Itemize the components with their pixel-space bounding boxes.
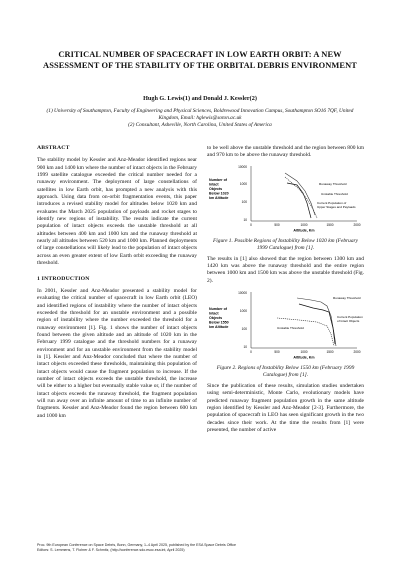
figure-1-plot (207, 163, 364, 233)
figure-1-ytick-2: 1000 (239, 181, 247, 186)
introduction-text: In 2001, Kessler and Anz-Meador presented a stability model for evaluating the critical number of spacecraft in low Earth orbit (LEO) and identified regions of instability where the number of intact objects exceeded the threshold for an unstable environment and a possible region of instability where the number exceeded the threshold for a runaway environment [1]. Fig. 1 shows the number of intact objects found between the given altitude and an altitude of 1020 km in the February 1999 catalogue and the threshold numbers for a runaway environment and for an unstable environment from the stability model in [1]. Kessler and Anz-Meador concluded that where the number of intact objects exceeded these thresholds, maintaining this population of intact objects would cause the fragment population to increase. If the number of intact objects exceeds the unstable threshold, the increase will be either to a higher but eventually stable value or, if the number of intact objects exceeds the runaway threshold, the fragment population will run away over an infinite amount of time to an infinite number of fragments. Kessler and Anz-Meador found the region between 600 km and 1000 km (37, 287, 197, 419)
figure-1-xlabel: Altitude, Km (293, 228, 315, 233)
figure-1-ytick-4: 10 (243, 217, 247, 222)
figure-2 (207, 288, 364, 379)
introduction-heading: 1 INTRODUCTION (37, 275, 90, 282)
figure-2-population-curve (299, 304, 335, 344)
figure-2-unstable-label: Unstable Threshold (277, 326, 304, 330)
figure-1-xtick-1: 0 (250, 222, 252, 227)
figure-1-unstable-curve (285, 177, 317, 218)
figure-2-ylabel-line-1: Number of (209, 307, 227, 311)
affiliation-1: (1) University of Southampton, Faculty of Engineering and Physical Sciences, Boldrewood Innovation Campus, Southampton SO16 7QF, United Kingdom, Email: hglewis@soton.ac.uk (46, 108, 354, 122)
figure-1-ylabel-line-5: km Altitude (209, 195, 229, 200)
figure-2-runaway-label: Runaway Threshold (333, 296, 361, 300)
page-footer (37, 543, 367, 553)
figure-2-xlabel: Altitude, Km (293, 355, 315, 360)
figure-2-ytick-3: 100 (241, 327, 247, 331)
figure-1-current-label-line-1: Current Population of (317, 200, 347, 205)
figure-1-xtick-4: 1500 (326, 222, 334, 227)
footer-line-2: Editors: S. Lemmens, T. Flohrer & F. Schmitz, (http://conference.sdo.esoc.esa.int, April 2025) (37, 548, 185, 552)
left-column (37, 145, 197, 423)
figure-1-xtick-2: 500 (274, 222, 280, 227)
figure-1-ytick-3: 100 (241, 199, 247, 204)
figure-1-ytick-1: 10000 (238, 164, 247, 169)
figure-1-runaway-curve (285, 173, 315, 215)
right-column (207, 145, 364, 437)
figure-2-current-label-line-2: of Intact Objects (337, 319, 360, 323)
figure-1-current-label-line-2: Upper Stages and Payloads (317, 204, 356, 209)
figure-1-runaway-label: Runaway Threshold (319, 181, 347, 186)
right-text-3: Since the publication of these results, simulation studies undertaken using semi-deterministic, Monte Carlo, evolutionary models have predicted runaway fragment population growth in the same altitude region identified by Kessler and Anz-Meador [2-3]. Furthermore, the population of spacecraft in LEO has seen significant growth in the two decades since their work. At the time the results from [1] were presented, the number of active (207, 382, 364, 433)
abstract-text: The stability model by Kessler and Anz-Meador identified regions near 900 km and 1400 km where the number of intact objects in the February 1999 satellite catalogue exceeded the critical number needed for a runaway environment. The deployment of large constellations of satellites in low Earth orbit, has prompted a new analysis with this approach. Using data from on-orbit fragmentation events, this paper introduces a revised stability model for altitudes below 1020 km and evaluates the March 2025 population of payloads and rocket stages to identify new regions of instability. The results indicate the current population of intact objects exceeds the unstable threshold at all altitudes between 400 km and 1000 km and the runaway threshold at nearly all altitudes between 520 km and 1000 km. Planned deployments of large constellations will likely lead to the population of intact objects across an even greater extent of low Earth orbit exceeding the runaway threshold. (37, 157, 197, 267)
figure-2-plot (207, 288, 364, 360)
right-text-1: to be well above the unstable threshold and the region between 800 km and 970 km to be above the runaway threshold. (207, 145, 364, 159)
figure-2-xtick-1: 0 (250, 350, 252, 354)
figure-2-ylabel-line-2: Intact (209, 311, 219, 316)
figure-2-unstable-curve (277, 318, 334, 346)
figure-1-ylabel-line-1: Number of (209, 177, 227, 182)
figure-2-current-label-line-1: Current Population (337, 315, 363, 319)
figure-1-xtick-5: 2000 (353, 222, 361, 227)
figure-2-ylabel-line-5: km Altitude (209, 325, 229, 329)
figure-1-ylabel-line-4: Below 1020 (209, 191, 229, 196)
figure-2-xtick-4: 1500 (326, 350, 334, 354)
right-text-2: The results in [1] also showed that the region between 1300 km and 1420 km was above the runaway threshold and the entire region between 1000 km and 1500 km was above the unstable threshold (Fig. 2). (207, 255, 364, 284)
abstract-heading: ABSTRACT (37, 145, 70, 151)
figure-2-ytick-4: 10 (243, 345, 247, 349)
figure-1-ylabel-line-2: Intact (209, 182, 219, 187)
paper-authors: Hugh G. Lewis(1) and Donald J. Kessler(2) (143, 95, 257, 102)
figure-2-xtick-5: 2000 (353, 350, 361, 354)
figure-1 (207, 163, 364, 252)
affiliations (40, 108, 360, 130)
figure-1-xtick-3: 1000 (300, 222, 308, 227)
figure-2-ytick-2: 1000 (239, 309, 247, 313)
figure-2-caption: Figure 2. Regions of Instability Below 1550 km (February 1999 Catalogue) from [1]. (216, 365, 355, 379)
figure-1-caption: Figure 1. Possible Regions of Instability Below 1020 km (February 1999 Catalogue) from [1]. (212, 238, 359, 251)
figure-2-ylabel-line-3: Objects (209, 316, 223, 320)
figure-1-unstable-label: Unstable Threshold (321, 191, 348, 196)
affiliation-2: (2) Consultant, Asheville, North Carolina, United States of America (128, 122, 272, 129)
paper-title: CRITICAL NUMBER OF SPACECRAFT IN LOW EARTH ORBIT: A NEW ASSESSMENT OF THE STABILITY OF THE ORBITAL DEBRIS ENVIRONMENT (43, 50, 357, 70)
figure-2-ylabel-line-4: Below 1550 (209, 320, 229, 325)
figure-2-ytick-1: 10000 (238, 291, 247, 295)
figure-1-population-curve (287, 183, 311, 218)
figure-2-xtick-2: 500 (274, 350, 280, 354)
figure-2-xtick-3: 1000 (300, 350, 308, 354)
footer-line-1: Proc. 9th European Conference on Space Debris, Bonn, Germany, 1–4 April 2025, published by the ESA Space Debris Office (37, 543, 237, 547)
figure-1-ylabel-line-3: Objects (209, 186, 223, 191)
